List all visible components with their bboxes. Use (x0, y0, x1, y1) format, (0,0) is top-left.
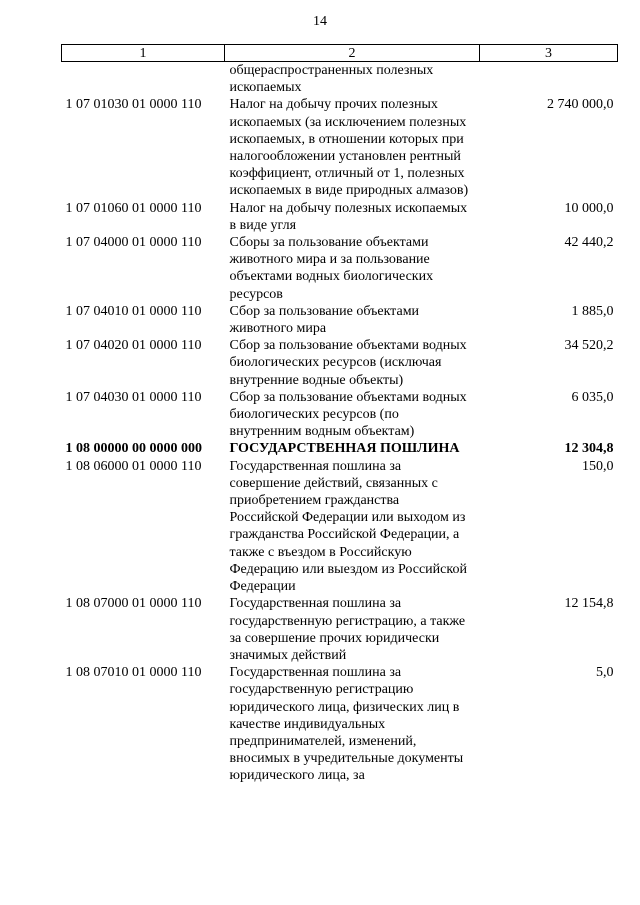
amount-value: 12 304,8 (564, 441, 614, 457)
classification-code: 1 07 04000 01 0000 110 (65, 235, 202, 251)
table-row (62, 303, 618, 337)
column-header-code: 1 (62, 45, 225, 62)
table-row (62, 595, 618, 664)
revenue-name: Налог на добычу полезных ископаемых в виде угля (229, 200, 468, 233)
classification-code (62, 62, 225, 97)
classification-code: 1 08 07010 01 0000 110 (65, 665, 202, 681)
table-row (62, 389, 618, 441)
table-row (62, 62, 618, 97)
amount-value: 6 035,0 (571, 389, 614, 405)
classification-code: 1 07 04010 01 0000 110 (65, 303, 202, 319)
revenue-name: Сбор за пользование объектами водных биологических ресурсов (по внутренним водным объектам) (229, 389, 467, 440)
classification-code: 1 08 06000 01 0000 110 (65, 458, 202, 474)
revenue-name: Государственная пошлина за государственную регистрацию юридического лица, физических лиц в качестве индивидуальных предпринимателей, изменений, вносимых в учредительные документы юридического лица, за (229, 665, 464, 784)
table-row (62, 458, 618, 596)
amount-value (480, 62, 618, 97)
amount-value: 1 885,0 (571, 303, 614, 319)
amount-value: 10 000,0 (564, 200, 614, 216)
table-body (62, 62, 618, 785)
revenue-name: Государственная пошлина за совершение действий, связанных с приобретением гражданства Российской Федерации или выходом из гражданства Российской Федерации, а также с въездом в Российскую Федерацию или выездом из Российской Федерации (229, 458, 467, 595)
table-row (62, 96, 618, 199)
amount-value: 150,0 (582, 458, 614, 474)
page-number: 14 (313, 14, 327, 29)
column-header-amount: 3 (480, 45, 618, 62)
table-header-row (62, 45, 618, 62)
classification-code: 1 07 04020 01 0000 110 (65, 338, 202, 354)
amount-value: 12 154,8 (564, 596, 614, 612)
classification-code: 1 08 07000 01 0000 110 (65, 596, 202, 612)
revenue-name: Сбор за пользование объектами животного мира (229, 303, 420, 337)
revenue-name: ГОСУДАРСТВЕННАЯ ПОШЛИНА (229, 441, 460, 457)
budget-table (61, 44, 618, 785)
classification-code: 1 07 04030 01 0000 110 (65, 389, 202, 405)
table-row (62, 440, 618, 457)
table-row (62, 664, 618, 784)
table-row (62, 200, 618, 234)
revenue-name: Сбор за пользование объектами водных биологических ресурсов (исключая внутренние водные объекты) (229, 338, 467, 388)
revenue-name: Государственная пошлина за государственную регистрацию, а также за совершение прочих юридически значимых действий (229, 596, 466, 663)
revenue-name: Сборы за пользование объектами животного мира и за пользование объектами водных биологических ресурсов (229, 235, 434, 302)
revenue-name: Налог на добычу прочих полезных ископаемых (за исключением полезных ископаемых, в отношении которых при налогообложении установлен рентный коэффициент, отличный от 1, полезных ископаемых в виде природных алмазов) (229, 97, 469, 199)
column-header-name: 2 (225, 45, 480, 62)
classification-code: 1 07 01030 01 0000 110 (65, 97, 202, 113)
amount-value: 42 440,2 (564, 235, 614, 251)
classification-code: 1 08 00000 00 0000 000 (65, 441, 202, 457)
table-row (62, 234, 618, 303)
amount-value: 2 740 000,0 (547, 97, 614, 113)
table-row (62, 337, 618, 389)
revenue-name: общераспространенных полезных ископаемых (229, 63, 434, 96)
classification-code: 1 07 01060 01 0000 110 (65, 200, 202, 216)
amount-value: 5,0 (596, 665, 614, 681)
amount-value: 34 520,2 (564, 338, 614, 354)
